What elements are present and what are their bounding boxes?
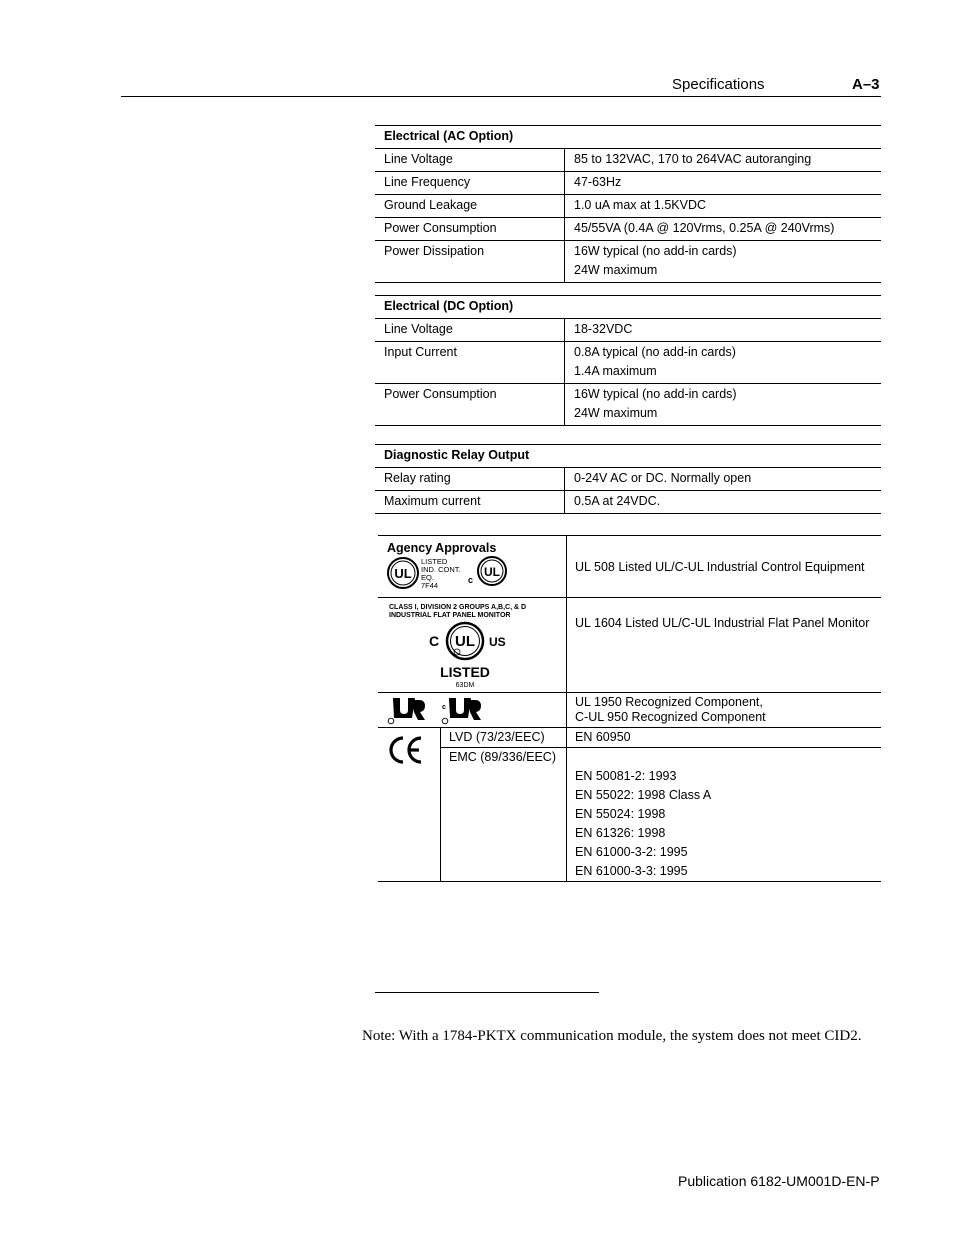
table-row	[378, 748, 881, 882]
ce-mark-cell	[378, 728, 441, 882]
svg-text:63DM: 63DM	[455, 682, 475, 689]
standard-item: EN 55022: 1998 Class A	[575, 788, 712, 802]
table-row	[378, 728, 881, 748]
relay-heading: Diagnostic Relay Output	[384, 448, 530, 462]
svg-text:LISTED: LISTED	[440, 664, 490, 680]
directive-label: EMC (89/336/EEC)	[441, 748, 567, 882]
ul-listed-icon	[387, 555, 547, 591]
directive-label: LVD (73/23/EEC)	[441, 728, 567, 748]
svg-text:UL: UL	[394, 566, 412, 581]
table-row	[378, 598, 881, 693]
svg-text:C: C	[429, 633, 440, 649]
table-row	[375, 384, 881, 426]
agency-description	[567, 693, 882, 728]
standard-item: EN 61000-3-2: 1995	[575, 845, 688, 859]
spec-value: 47-63Hz	[574, 175, 622, 189]
svg-text:INDUSTRIAL FLAT PANEL MONITOR: INDUSTRIAL FLAT PANEL MONITOR	[389, 612, 511, 619]
spec-value-line: 1.4A maximum	[574, 364, 657, 378]
agency-approvals-table	[378, 535, 881, 882]
svg-text:c: c	[442, 704, 446, 711]
page-number: A–3	[852, 76, 880, 93]
publication-number: Publication 6182-UM001D-EN-P	[678, 1173, 880, 1189]
standard-item: EN 61000-3-3: 1995	[575, 864, 688, 878]
svg-text:7F44: 7F44	[421, 581, 439, 590]
spec-label: Ground Leakage	[375, 195, 565, 218]
standard-item: EN 50081-2: 1993	[575, 769, 677, 783]
spec-value: 0-24V AC or DC. Normally open	[574, 471, 752, 485]
table-row	[375, 149, 881, 172]
spec-value: 0.5A at 24VDC.	[574, 494, 661, 508]
spec-value	[565, 342, 882, 384]
ac-spec-table	[375, 125, 881, 283]
spec-value-line: 16W typical (no add-in cards)	[574, 244, 737, 258]
table-row	[378, 536, 881, 598]
svg-text:CLASS I, DIVISION 2 GROUPS A,B: CLASS I, DIVISION 2 GROUPS A,B,C, & D	[389, 604, 527, 611]
svg-text:c: c	[468, 575, 474, 585]
spec-label: Power Consumption	[375, 384, 565, 426]
table-row	[375, 491, 881, 514]
table-row	[375, 241, 881, 283]
table-row	[375, 172, 881, 195]
directive-value: EN 60950	[567, 728, 882, 748]
spec-value-line: 16W typical (no add-in cards)	[574, 387, 737, 401]
spec-value	[565, 384, 882, 426]
cul-us-listed-icon	[389, 599, 557, 691]
svg-text:UL: UL	[484, 565, 500, 579]
spec-label: Line Voltage	[375, 319, 565, 342]
table-row	[375, 319, 881, 342]
table-row	[375, 218, 881, 241]
spec-value: 1.0 uA max at 1.5KVDC	[574, 198, 707, 212]
agency-description-line: UL 1950 Recognized Component,	[575, 695, 763, 709]
spec-value: 45/55VA (0.4A @ 120Vrms, 0.25A @ 240Vrms)	[574, 221, 835, 235]
agency-description: UL 508 Listed UL/C-UL Industrial Control Equipment	[567, 536, 882, 598]
table-row	[375, 468, 881, 491]
spec-value-line: 0.8A typical (no add-in cards)	[574, 345, 736, 359]
ac-heading: Electrical (AC Option)	[384, 129, 514, 143]
table-row	[375, 195, 881, 218]
svg-text:LISTED: LISTED	[421, 557, 448, 566]
ur-recognized-icon	[387, 694, 497, 726]
spec-label: Power Dissipation	[375, 241, 565, 283]
spec-value: 18-32VDC	[574, 322, 633, 336]
svg-text:US: US	[489, 635, 506, 649]
dc-spec-table	[375, 295, 881, 426]
directive-value-list	[567, 748, 882, 882]
agency-logo-cell	[378, 693, 567, 728]
header-rule	[121, 96, 881, 97]
svg-text:UL: UL	[455, 633, 475, 650]
spec-label: Power Consumption	[375, 218, 565, 241]
spec-value	[565, 241, 882, 283]
table-row	[378, 693, 881, 728]
page-header-title: Specifications	[672, 76, 765, 93]
svg-text:EQ.: EQ.	[421, 573, 434, 582]
agency-heading: Agency Approvals	[387, 541, 497, 555]
spec-label: Input Current	[375, 342, 565, 384]
agency-logo-cell	[378, 598, 567, 693]
svg-text:IND. CONT.: IND. CONT.	[421, 565, 461, 574]
table-row	[375, 342, 881, 384]
spec-label: Line Frequency	[375, 172, 565, 195]
spec-label: Line Voltage	[375, 149, 565, 172]
spec-value-line: 24W maximum	[574, 406, 658, 420]
relay-spec-table	[375, 444, 881, 514]
agency-description: UL 1604 Listed UL/C-UL Industrial Flat Panel Monitor	[567, 598, 882, 693]
standard-item: EN 61326: 1998	[575, 826, 666, 840]
footnote: Note: With a 1784-PKTX communication module, the system does not meet CID2.	[362, 1028, 862, 1044]
dc-heading: Electrical (DC Option)	[384, 299, 514, 313]
ce-mark-icon	[387, 733, 427, 767]
spec-value: 85 to 132VAC, 170 to 264VAC autoranging	[574, 152, 812, 166]
spec-label: Maximum current	[375, 491, 565, 514]
footnote-rule	[375, 992, 599, 993]
agency-description-line: C-UL 950 Recognized Component	[575, 710, 766, 724]
spec-label: Relay rating	[375, 468, 565, 491]
agency-logo-cell	[378, 536, 567, 598]
standard-item: EN 55024: 1998	[575, 807, 666, 821]
spec-value-line: 24W maximum	[574, 263, 658, 277]
